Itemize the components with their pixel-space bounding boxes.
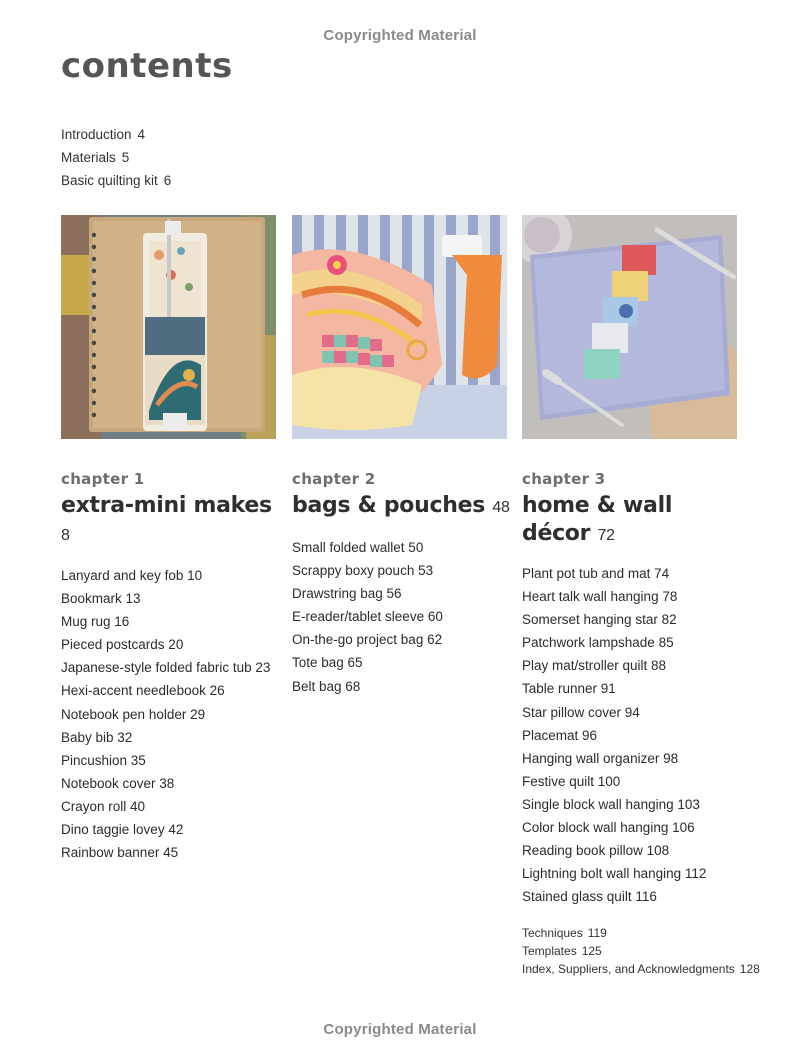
toc-item[interactable]: Pieced postcards 20 xyxy=(61,637,184,653)
toc-item[interactable]: Baby bib 32 xyxy=(61,729,133,745)
toc-item[interactable]: Stained glass quilt 116 xyxy=(522,889,657,905)
toc-entry-title: Index, Suppliers, and Acknowledgments xyxy=(522,962,735,976)
toc-entry-page: 5 xyxy=(121,150,130,165)
toc-item[interactable]: Pincushion 35 xyxy=(61,752,146,768)
toc-item[interactable]: Crayon roll 40 xyxy=(61,798,146,814)
toc-item[interactable]: Reading book pillow 108 xyxy=(522,843,670,859)
chapter-title-line2: décor xyxy=(522,521,591,546)
chapter-label: chapter 3 xyxy=(522,470,606,488)
chapter-title-text: bags & pouches xyxy=(292,493,485,518)
chapter-1 xyxy=(61,470,286,864)
toc-entry[interactable] xyxy=(522,960,760,978)
toc-item[interactable]: On-the-go project bag 62 xyxy=(292,632,443,648)
page-title: contents xyxy=(61,46,233,86)
toc-item[interactable]: Hexi-accent needlebook 26 xyxy=(61,683,225,699)
toc-item[interactable]: Single block wall hanging 103 xyxy=(522,796,700,812)
toc-entry[interactable] xyxy=(522,942,760,960)
chapter-label: chapter 2 xyxy=(292,470,376,488)
toc-entry-page: 6 xyxy=(163,173,172,188)
toc-entry-page: 4 xyxy=(137,127,146,142)
toc-entry-title: Materials xyxy=(61,150,116,165)
chapter-3 xyxy=(522,470,747,908)
toc-item[interactable]: Play mat/stroller quilt 88 xyxy=(522,658,667,674)
toc-item[interactable]: Table runner 91 xyxy=(522,681,616,697)
toc-item[interactable]: Tote bag 65 xyxy=(292,655,363,671)
toc-entry[interactable] xyxy=(61,169,171,192)
toc-entry[interactable] xyxy=(61,123,171,146)
toc-item[interactable]: Rainbow banner 45 xyxy=(61,845,179,861)
back-matter-list xyxy=(522,924,760,978)
toc-item[interactable]: Star pillow cover 94 xyxy=(522,704,640,720)
chapter-title[interactable] xyxy=(522,492,747,550)
chapter-2-photo xyxy=(292,215,507,439)
toc-item[interactable]: Mug rug 16 xyxy=(61,614,130,630)
front-matter-list xyxy=(61,123,171,192)
chapter-title[interactable] xyxy=(292,492,517,522)
copyright-watermark-top: Copyrighted Material xyxy=(323,27,477,44)
copyright-watermark-bottom: Copyrighted Material xyxy=(323,1021,477,1038)
chapter-page: 72 xyxy=(597,527,615,544)
toc-item[interactable]: Color block wall hanging 106 xyxy=(522,820,695,836)
toc-item[interactable]: Japanese-style folded fabric tub 23 xyxy=(61,660,271,676)
toc-item[interactable]: Patchwork lampshade 85 xyxy=(522,635,674,651)
toc-item[interactable]: Lightning bolt wall hanging 112 xyxy=(522,866,707,882)
toc-entry-title: Basic quilting kit xyxy=(61,173,158,188)
toc-item[interactable]: Drawstring bag 56 xyxy=(292,586,402,602)
toc-item[interactable]: Plant pot tub and mat 74 xyxy=(522,566,670,581)
chapter-title-text: extra-mini makes xyxy=(61,493,272,518)
chapter-label: chapter 1 xyxy=(61,470,145,488)
toc-item[interactable]: Heart talk wall hanging 78 xyxy=(522,589,678,605)
chapter-1-items xyxy=(61,564,286,864)
chapter-1-photo xyxy=(61,215,276,439)
toc-entry-page: 125 xyxy=(581,944,602,958)
toc-item[interactable]: Somerset hanging star 82 xyxy=(522,612,677,628)
toc-entry-title: Templates xyxy=(522,944,577,958)
chapter-3-photo xyxy=(522,215,737,439)
toc-entry-title: Techniques xyxy=(522,926,583,940)
toc-item[interactable]: Notebook cover 38 xyxy=(61,775,175,791)
toc-item[interactable]: Bookmark 13 xyxy=(61,591,141,607)
toc-item[interactable]: Notebook pen holder 29 xyxy=(61,706,206,722)
toc-entry-page: 128 xyxy=(739,962,760,976)
toc-item[interactable]: Dino taggie lovey 42 xyxy=(61,822,184,838)
chapter-title-line1: home & wall xyxy=(522,493,673,518)
chapter-page: 48 xyxy=(492,499,510,516)
toc-item[interactable]: E-reader/tablet sleeve 60 xyxy=(292,609,443,625)
toc-item[interactable]: Belt bag 68 xyxy=(292,678,361,694)
chapter-title[interactable] xyxy=(61,492,286,550)
toc-item[interactable]: Small folded wallet 50 xyxy=(292,540,424,555)
chapter-2-items xyxy=(292,536,517,698)
toc-item[interactable]: Lanyard and key fob 10 xyxy=(61,568,203,583)
toc-entry[interactable] xyxy=(61,146,171,169)
toc-item[interactable]: Placemat 96 xyxy=(522,727,598,743)
chapter-2 xyxy=(292,470,517,698)
toc-entry[interactable] xyxy=(522,924,760,942)
toc-entry-title: Introduction xyxy=(61,127,132,142)
chapter-page: 8 xyxy=(61,527,70,544)
toc-item[interactable]: Festive quilt 100 xyxy=(522,773,621,789)
toc-item[interactable]: Scrappy boxy pouch 53 xyxy=(292,563,434,579)
toc-item[interactable]: Hanging wall organizer 98 xyxy=(522,750,679,766)
toc-entry-page: 119 xyxy=(587,926,607,940)
chapter-3-items xyxy=(522,562,747,908)
